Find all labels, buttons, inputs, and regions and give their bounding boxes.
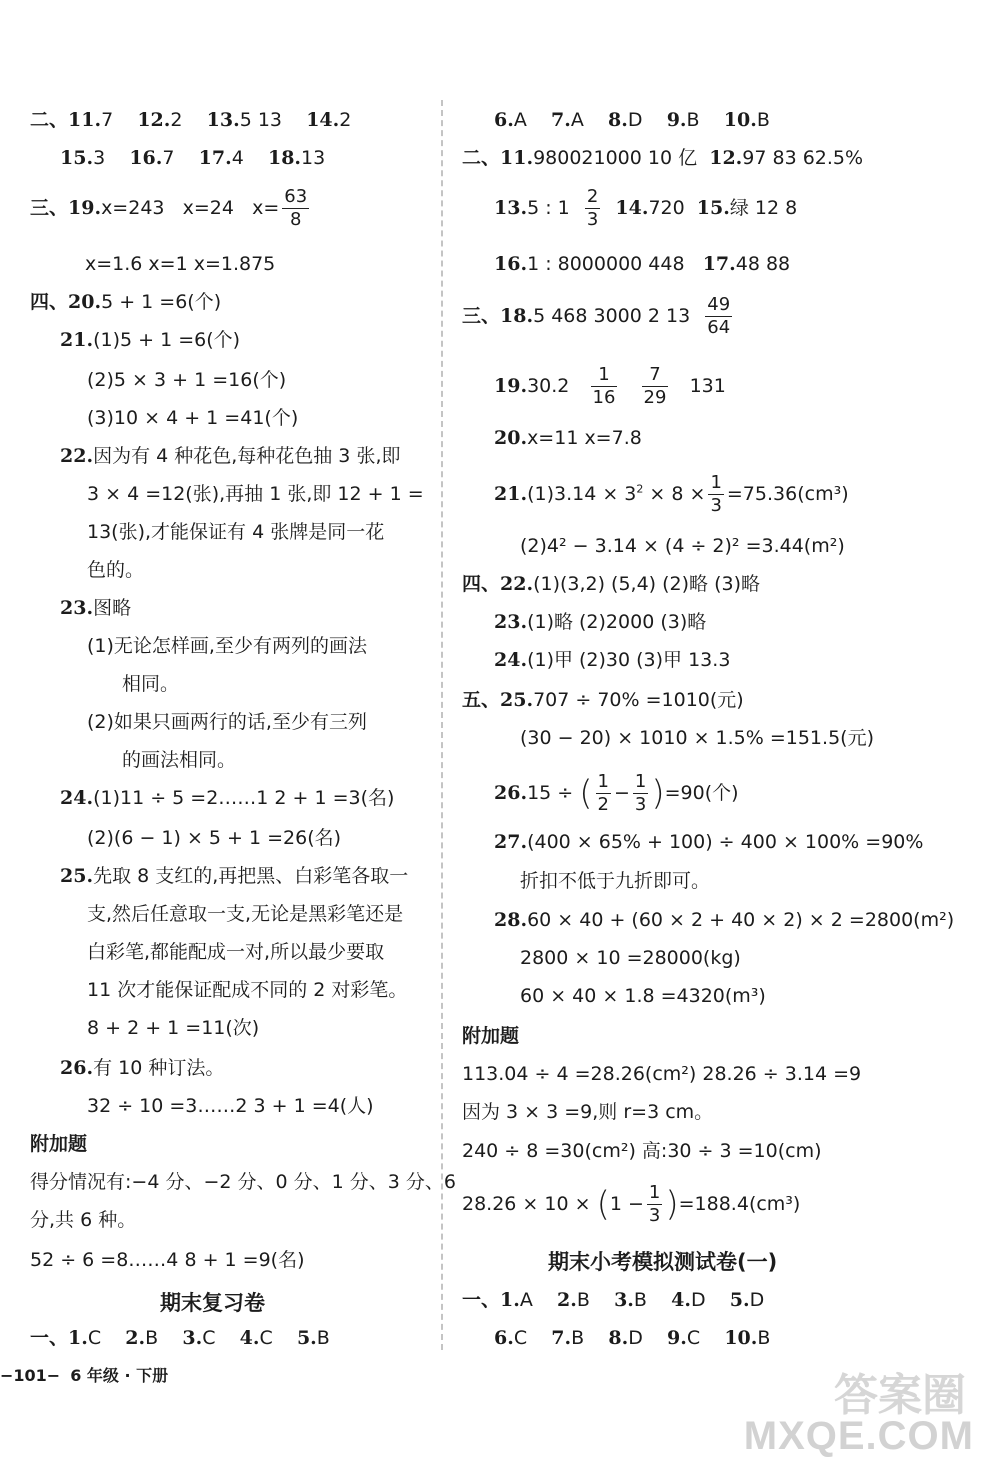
- answer-line: 白彩笔,都能配成一对,所以最少要取: [87, 941, 385, 963]
- answer: 1 −: [609, 1193, 644, 1215]
- watermark: [743, 1359, 974, 1459]
- q-num: 13.: [494, 197, 528, 219]
- answer-line: [494, 1326, 770, 1350]
- answer: 3: [93, 147, 106, 169]
- q-num: 三、18.: [462, 305, 534, 327]
- answer: x=: [252, 197, 280, 219]
- answer: B: [316, 1327, 330, 1349]
- answer: 2: [339, 109, 352, 131]
- answer-line: [462, 294, 735, 339]
- answer: 5 + 1 =6(个): [101, 291, 222, 313]
- fraction: $\frac{2}{3}$: [586, 186, 599, 230]
- answer-line: [30, 290, 221, 314]
- answer: 13: [301, 147, 326, 169]
- answer-line: 因为 3 × 3 =9,则 r=3 cm。: [462, 1101, 714, 1123]
- answer-line: (2)4² − 3.14 × (4 ÷ 2)² =3.44(m²): [520, 535, 845, 557]
- fraction: $\frac{7}{29}$: [643, 364, 667, 408]
- q-num: 一、1.: [30, 1327, 88, 1349]
- q-num: 22.: [60, 445, 94, 467]
- answer: A: [513, 109, 527, 131]
- answer-line: (1)无论怎样画,至少有两列的画法: [87, 635, 367, 657]
- answer: D: [690, 1289, 706, 1311]
- answer: C: [259, 1327, 273, 1349]
- answer-line: (3)10 × 4 + 1 =41(个): [87, 407, 299, 429]
- answer: × 8 ×: [649, 483, 706, 505]
- q-num: 三、19.: [30, 197, 102, 219]
- page-number: −101−: [0, 1366, 61, 1385]
- answer: 5 468 3000 2 13: [533, 305, 691, 327]
- fraction: $\frac{1}{2}$: [597, 771, 609, 815]
- answer: C: [202, 1327, 216, 1349]
- q-num: 3.: [182, 1327, 203, 1349]
- answer: B: [145, 1327, 159, 1349]
- q-num: 26.: [494, 782, 528, 804]
- answer-line: [30, 108, 351, 132]
- answer-line: [462, 146, 863, 170]
- answer-line: 3 × 4 =12(张),再抽 1 张,即 12 + 1 =: [87, 483, 424, 505]
- q-num: 7.: [551, 1327, 572, 1349]
- q-num: 25.: [60, 865, 94, 887]
- answer: B: [686, 109, 700, 131]
- fraction: $\frac{1}{3}$: [648, 1182, 661, 1226]
- answer-line: [60, 596, 131, 620]
- watermark-logo: 答案圈: [834, 1370, 966, 1421]
- answer: D: [628, 1327, 643, 1349]
- answer: (1)11 ÷ 5 =2……1 2 + 1 =3(名): [93, 787, 395, 809]
- answer-line: 折扣不低于九折即可。: [520, 870, 711, 892]
- q-num: 四、22.: [462, 573, 534, 595]
- bonus-heading: 附加题: [462, 1025, 520, 1047]
- answer-line: 60 × 40 × 1.8 =4320(m³): [520, 985, 766, 1007]
- answer: (1)3.14 × 3: [527, 483, 637, 505]
- q-num: 23.: [60, 597, 94, 619]
- q-num: 17.: [198, 147, 232, 169]
- answer: D: [749, 1289, 765, 1311]
- answer-line: [60, 146, 325, 170]
- q-num: 9.: [666, 109, 687, 131]
- answer: 先取 8 支红的,再把黑、白彩笔各取一: [93, 865, 409, 887]
- q-num: 27.: [494, 831, 528, 853]
- q-num: 3.: [614, 1289, 634, 1311]
- q-num: 21.: [494, 483, 528, 505]
- answer: 7: [162, 147, 175, 169]
- q-num: 五、25.: [462, 689, 534, 711]
- answer-line: 240 ÷ 8 =30(cm²) 高:30 ÷ 3 =10(cm): [462, 1140, 822, 1162]
- answer-line: 相同。: [122, 673, 180, 695]
- answer: C: [513, 1327, 528, 1349]
- q-num: 7.: [551, 109, 571, 131]
- answer: B: [633, 1289, 647, 1311]
- answer-line: [462, 1288, 764, 1312]
- answer: B: [571, 1327, 585, 1349]
- answer: A: [519, 1289, 533, 1311]
- fraction: $\frac{1}{3}$: [634, 771, 647, 815]
- answer-line: 8 + 2 + 1 =11(次): [87, 1017, 260, 1039]
- answer: 97 83 62.5%: [742, 147, 864, 169]
- answer-line: 支,然后任意取一支,无论是黑彩笔还是: [87, 903, 404, 925]
- grade-label: 6 年级 · 下册: [70, 1366, 169, 1385]
- answer-line: [494, 426, 642, 450]
- answer: 2: [170, 109, 183, 131]
- answer-line: 2800 × 10 =28000(kg): [520, 947, 741, 969]
- q-num: 6.: [494, 109, 514, 131]
- q-num: 10.: [724, 1327, 758, 1349]
- answer-line: [494, 830, 923, 854]
- q-num: 17.: [702, 253, 736, 275]
- answer: 图略: [93, 597, 132, 619]
- answer-line: 113.04 ÷ 4 =28.26(cm²) 28.26 ÷ 3.14 =9: [462, 1063, 862, 1085]
- q-num: 16.: [494, 253, 528, 275]
- answer-line: (2)如果只画两行的话,至少有三列: [87, 711, 367, 733]
- answer-line: [494, 771, 739, 816]
- answer-line: x=1.6 x=1 x=1.875: [85, 253, 276, 275]
- answer-line: [30, 186, 312, 231]
- answer: 980021000 10 亿: [533, 147, 698, 169]
- fraction: $\frac{63}{8}$: [284, 186, 308, 230]
- q-num: 18.: [267, 147, 302, 169]
- column-divider: [441, 100, 443, 1350]
- answer-line: 13(张),才能保证有 4 张牌是同一花: [87, 521, 385, 543]
- q-num: 20.: [494, 427, 528, 449]
- q-num: 9.: [667, 1327, 687, 1349]
- q-num: 2.: [125, 1327, 146, 1349]
- answer: x=24: [182, 197, 234, 219]
- answer-line: [60, 328, 240, 352]
- answer: =188.4(cm³): [678, 1193, 801, 1215]
- answer: 1 : 8000000 448: [527, 253, 685, 275]
- paren: ): [665, 1184, 679, 1225]
- answer-line: (2)(6 − 1) × 5 + 1 =26(名): [87, 827, 342, 849]
- q-num: 28.: [494, 909, 528, 931]
- answer: 绿 12 8: [729, 197, 798, 219]
- answer: =90(个): [664, 782, 739, 804]
- answer: C: [87, 1327, 102, 1349]
- answer: (1)略 (2)2000 (3)略: [527, 611, 707, 633]
- answer: 5 13: [239, 109, 283, 131]
- answer: =75.36(cm³): [726, 483, 849, 505]
- q-num: 4.: [239, 1327, 260, 1349]
- answer: 4: [231, 147, 244, 169]
- answer: C: [686, 1327, 701, 1349]
- q-num: 19.: [494, 375, 528, 397]
- q-num: 5.: [296, 1327, 317, 1349]
- answer: (400 × 65% + 100) ÷ 400 × 100% =90%: [527, 831, 924, 853]
- fraction: $\frac{49}{64}$: [707, 294, 731, 338]
- q-num: 二、11.: [462, 147, 534, 169]
- answer: 28.26 × 10 ×: [462, 1193, 591, 1215]
- paren: ): [651, 773, 665, 814]
- answer-line: [494, 252, 790, 276]
- section-title: 期末小考模拟测试卷(一): [548, 1250, 778, 1274]
- answer-line: [60, 864, 408, 888]
- answer: 15 ÷: [527, 782, 574, 804]
- paren: (: [579, 773, 593, 814]
- answer: 有 10 种订法。: [93, 1057, 225, 1079]
- q-num: 四、20.: [30, 291, 102, 313]
- answer-line: 分,共 6 种。: [30, 1209, 137, 1231]
- answer-line: [462, 1182, 800, 1227]
- answer-line: [494, 186, 797, 231]
- answer: B: [756, 109, 770, 131]
- answer-line: [494, 472, 849, 517]
- minus-sign: −: [613, 782, 630, 804]
- exponent: 2: [636, 482, 644, 496]
- page-footer: [0, 1363, 168, 1386]
- answer-line: 52 ÷ 6 =8……4 8 + 1 =9(名): [30, 1249, 305, 1271]
- answer-line: 色的。: [87, 559, 145, 581]
- answer-line: [60, 786, 394, 810]
- answer: 720: [648, 197, 685, 219]
- answer: D: [627, 109, 643, 131]
- answer: (1)甲 (2)30 (3)甲 13.3: [527, 649, 731, 671]
- answer-line: [494, 610, 706, 634]
- answer-line: [462, 572, 760, 596]
- q-num: 14.: [615, 197, 649, 219]
- answer-line: 得分情况有:−4 分、−2 分、0 分、1 分、3 分、6: [30, 1171, 456, 1193]
- answer: (1)5 + 1 =6(个): [93, 329, 241, 351]
- answer-line: 32 ÷ 10 =3……2 3 + 1 =4(人): [87, 1095, 374, 1117]
- bonus-heading: 附加题: [30, 1133, 88, 1155]
- answer: 707 ÷ 70% =1010(元): [533, 689, 744, 711]
- answer-line: 11 次才能保证配成不同的 2 对彩笔。: [87, 979, 408, 1001]
- answer-line: [494, 908, 954, 932]
- answer-line: [30, 1326, 330, 1350]
- watermark-url: MXQE.COM: [743, 1414, 974, 1458]
- answer: 30.2: [527, 375, 570, 397]
- answer-line: (30 − 20) × 1010 × 1.5% =151.5(元): [520, 727, 874, 749]
- q-num: 15.: [60, 147, 94, 169]
- answer-line: [60, 444, 400, 468]
- paren: (: [596, 1184, 610, 1225]
- answer-line: [494, 364, 726, 409]
- answer: (1)(3,2) (5,4) (2)略 (3)略: [533, 573, 761, 595]
- q-num: 14.: [306, 109, 340, 131]
- q-num: 21.: [60, 329, 94, 351]
- q-num: 5.: [729, 1289, 750, 1311]
- q-num: 13.: [206, 109, 240, 131]
- answer: 7: [101, 109, 114, 131]
- section-title: 期末复习卷: [160, 1291, 265, 1315]
- q-num: 15.: [696, 197, 730, 219]
- answer: A: [570, 109, 584, 131]
- q-num: 2.: [557, 1289, 577, 1311]
- answer: 131: [689, 375, 726, 397]
- q-num: 8.: [608, 109, 628, 131]
- answer-line: (2)5 × 3 + 1 =16(个): [87, 369, 287, 391]
- answer-line: [494, 108, 770, 132]
- answer-line: [494, 648, 730, 672]
- q-num: 6.: [494, 1327, 514, 1349]
- answer: B: [576, 1289, 590, 1311]
- q-num: 12.: [137, 109, 171, 131]
- answer: 因为有 4 种花色,每种花色抽 3 张,即: [93, 445, 401, 467]
- answer: x=243: [101, 197, 165, 219]
- answer: x=11 x=7.8: [527, 427, 642, 449]
- q-num: 二、11.: [30, 109, 102, 131]
- q-num: 8.: [608, 1327, 629, 1349]
- q-num: 24.: [60, 787, 94, 809]
- q-num: 24.: [494, 649, 528, 671]
- q-num: 10.: [723, 109, 757, 131]
- q-num: 一、1.: [462, 1289, 520, 1311]
- fraction: $\frac{1}{3}$: [710, 472, 722, 516]
- q-num: 26.: [60, 1057, 94, 1079]
- q-num: 4.: [671, 1289, 691, 1311]
- answer: 5 : 1: [527, 197, 570, 219]
- answer: B: [757, 1327, 771, 1349]
- answer: 48 88: [735, 253, 791, 275]
- answer-line: [462, 688, 744, 712]
- answer-line: 的画法相同。: [122, 749, 237, 771]
- q-num: 16.: [129, 147, 163, 169]
- answer-line: [60, 1056, 224, 1080]
- q-num: 12.: [709, 147, 743, 169]
- fraction: $\frac{1}{16}$: [592, 364, 616, 408]
- q-num: 23.: [494, 611, 528, 633]
- answer: 60 × 40 + (60 × 2 + 40 × 2) × 2 =2800(m²): [527, 909, 955, 931]
